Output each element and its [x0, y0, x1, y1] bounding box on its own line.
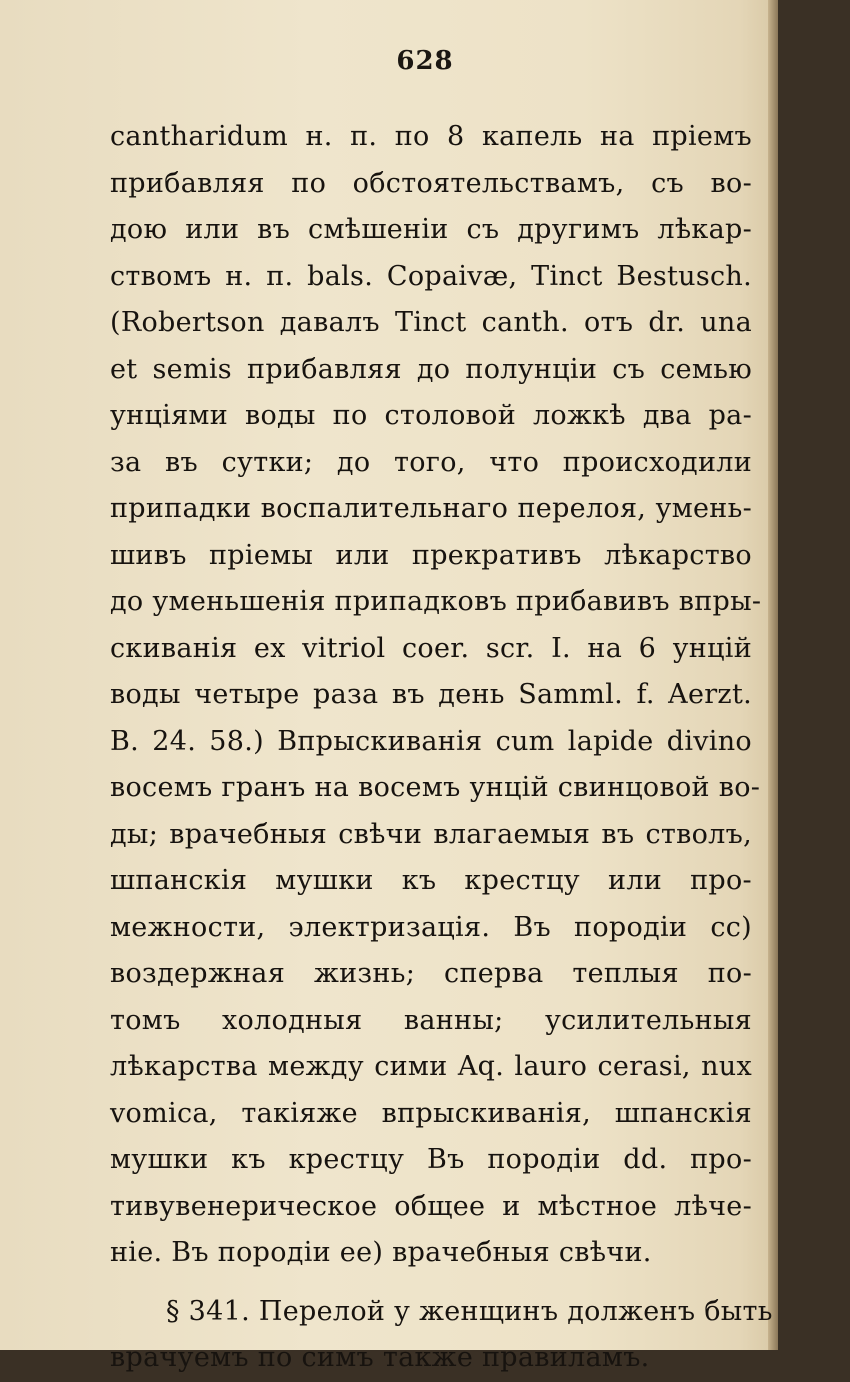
- text-line: vomica, такіяже впрыскиванія, шпанскія: [110, 1097, 752, 1129]
- text-line: за въ сутки; до того, что происходили: [110, 446, 752, 478]
- text-line: скиванія ex vitriol coer. scr. I. на 6 унцій: [110, 632, 752, 664]
- text-line: до уменьшенія припадковъ прибавивъ впры-: [110, 586, 762, 617]
- text-line: томъ холодныя ванны; усилительныя: [110, 1004, 752, 1036]
- page-number: 628: [396, 46, 454, 76]
- text-line: воздержная жизнь; сперва теплыя по-: [110, 958, 752, 989]
- text-line: ствомъ н. п. bals. Copaivæ, Tinct Bestusch.: [110, 260, 752, 292]
- text-line: ніе. Въ породіи ee) врачебныя свѣчи.: [110, 1237, 652, 1268]
- book-spine: [768, 0, 778, 1350]
- text-line: межности, электризація. Въ породіи cc): [110, 911, 752, 943]
- text-line: (Robertson давалъ Tinct canth. отъ dr. una: [110, 307, 752, 338]
- text-line: прибавляя по обстоятельствамъ, съ во-: [110, 167, 752, 199]
- text-line: ды; врачебныя свѣчи влагаемыя въ стволъ,: [110, 818, 752, 850]
- text-line: унціями воды по столовой ложкѣ два ра-: [110, 400, 752, 431]
- text-line: шивъ пріемы или прекративъ лѣкарство: [110, 539, 752, 571]
- text-line: тивувенерическое общее и мѣстное лѣче-: [110, 1190, 752, 1222]
- text-line: восемъ гранъ на восемъ унцій свинцовой во-: [110, 772, 761, 803]
- text-line: припадки воспалительнаго перелоя, умень-: [110, 493, 752, 524]
- text-line: et semis прибавляя до полунціи съ семью: [110, 353, 752, 385]
- text-line: воды четыре раза въ день Samml. f. Aerzt.: [110, 679, 752, 710]
- section-heading-line: § 341. Перелой у женщинъ долженъ быть: [166, 1295, 773, 1327]
- text-line: B. 24. 58.) Впрыскиванія cum lapide divino: [110, 725, 752, 757]
- text-line: мушки къ крестцу Въ породіи dd. про-: [110, 1144, 752, 1175]
- text-line: шпанскія мушки къ крестцу или про-: [110, 865, 752, 896]
- text-line: cantharidum н. п. по 8 капель на пріемъ: [110, 121, 752, 152]
- body-text: [110, 114, 773, 1382]
- text-line: дою или въ смѣшеніи съ другимъ лѣкар-: [110, 214, 752, 245]
- section-text-line: врачуемъ по симъ также правиламъ.: [110, 1342, 650, 1373]
- text-line: лѣкарства между сими Aq. lauro cerasi, nux: [110, 1051, 752, 1082]
